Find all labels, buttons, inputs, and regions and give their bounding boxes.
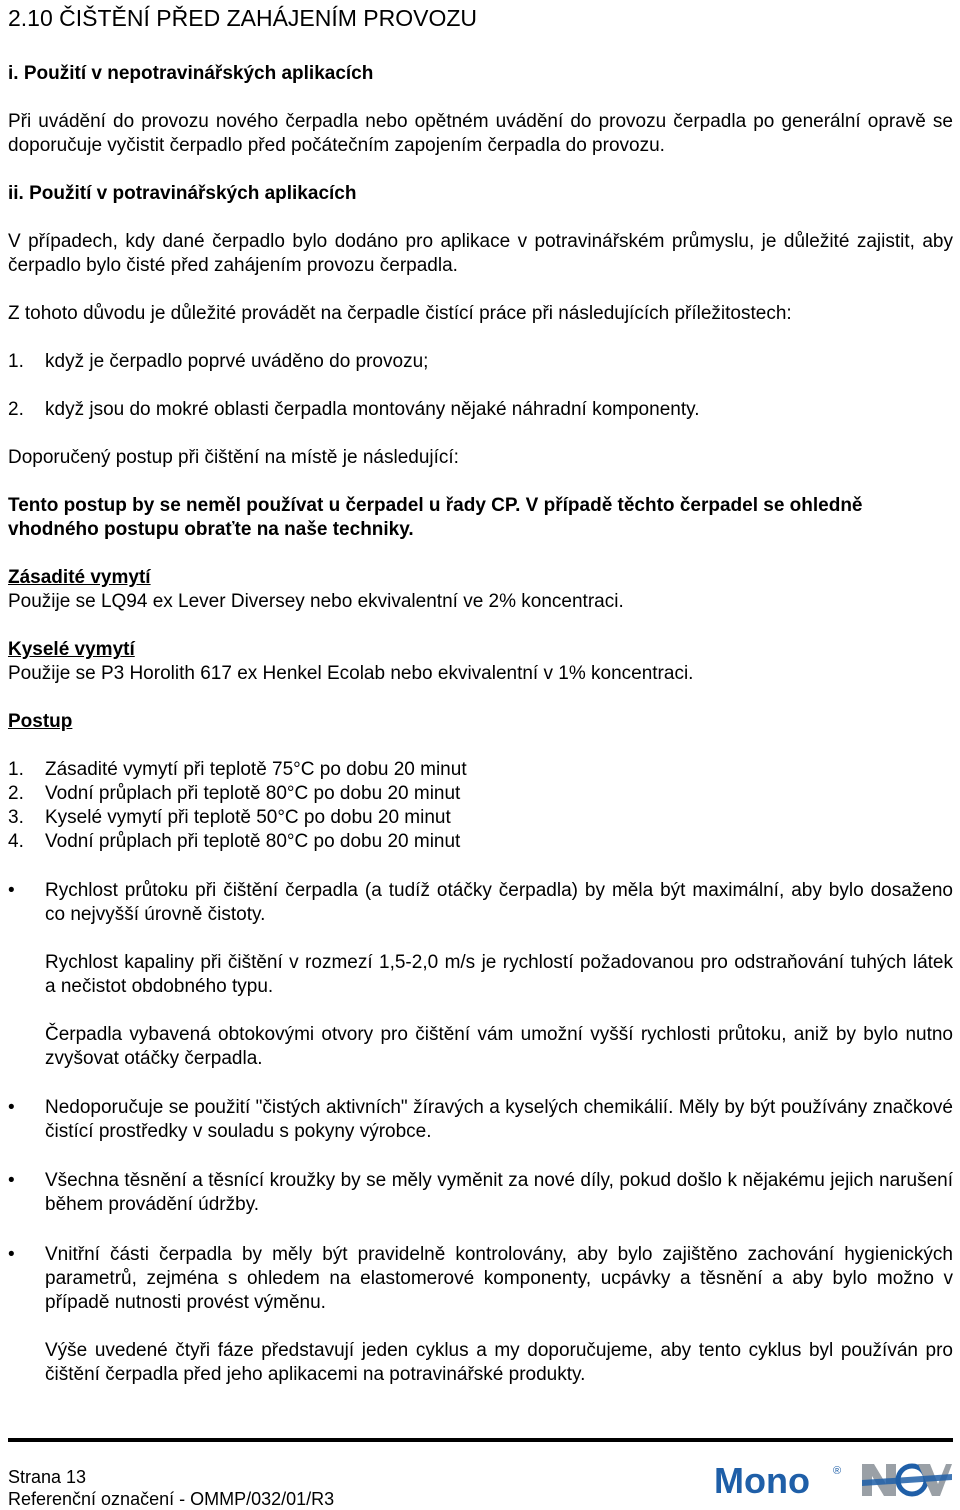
mono-nov-logo-icon bbox=[712, 1460, 952, 1500]
step-number: 2. bbox=[8, 783, 24, 804]
paragraph-occasions: Z tohoto důvodu je důležité provádět na čerpadle čistící práce při následujících příležitostech: bbox=[8, 303, 792, 324]
bullet-icon: • bbox=[8, 1097, 15, 1118]
bullet-icon: • bbox=[8, 1170, 15, 1191]
section-heading-non-food: i. Použití v nepotravinářských aplikacích bbox=[8, 63, 374, 84]
section-heading-food: ii. Použití v potravinářských aplikacích bbox=[8, 183, 357, 204]
step-number: 3. bbox=[8, 807, 24, 828]
step-text: Vodní průplach při teplotě 80°C po dobu 20 minut bbox=[45, 831, 461, 852]
bullet-continuation: Výše uvedené čtyři fáze představují jeden cyklus a my doporučujeme, aby tento cyklus byl používán pro čištění čerpadla před jeho aplikacemi na potravinářské produkty. bbox=[45, 1340, 953, 1385]
bullet-text: Vnitřní části čerpadla by měly být pravidelně kontrolovány, aby bylo zajištěno zachování hygienických parametrů, zejména s ohledem na elastomerové komponenty, ucpávky a těsnění a aby bylo možno v případě nutnosti provést výměnu. bbox=[45, 1244, 953, 1313]
paragraph-non-food: Při uvádění do provozu nového čerpadla nebo opětném uvádění do provozu čerpadla po generální opravě se doporučuje vyčistit čerpadlo před počátečním zapojením čerpadla do provozu. bbox=[8, 111, 953, 156]
step-text: Vodní průplach při teplotě 80°C po dobu 20 minut bbox=[45, 783, 461, 804]
footer-divider bbox=[8, 1438, 953, 1442]
bullet-icon: • bbox=[8, 1244, 15, 1265]
bullet-continuation: Rychlost kapaliny při čištění v rozmezí 1,5-2,0 m/s je rychlostí požadovanou pro odstraňování tuhých látek a nečistot obdobného typu. bbox=[45, 952, 953, 997]
nov-logo-icon bbox=[862, 1464, 952, 1496]
paragraph-procedure-intro: Doporučený postup při čištění na místě je následující: bbox=[8, 447, 459, 468]
acid-heading: Kyselé vymytí bbox=[8, 639, 135, 660]
bullet-text: Všechna těsnění a těsnící kroužky by se měly vyměnit za nové díly, pokud došlo k nějakému jejich narušení během provádění údržby. bbox=[45, 1170, 953, 1215]
logo-registered-mark: ® bbox=[833, 1465, 842, 1477]
procedure-heading: Postup bbox=[8, 711, 73, 732]
list-text: když jsou do mokré oblasti čerpadla montovány nějaké náhradní komponenty. bbox=[45, 399, 700, 420]
page-title: 2.10 ČIŠTĚNÍ PŘED ZAHÁJENÍM PROVOZU bbox=[8, 5, 478, 31]
logo-wordmark: Mono bbox=[714, 1460, 810, 1500]
bullet-text: Rychlost průtoku při čištění čerpadla (a tudíž otáčky čerpadla) by měla být maximální, aby bylo dosaženo co nejvyšší úrovně čistoty. bbox=[45, 880, 953, 925]
footer-page-number: Strana 13 bbox=[8, 1467, 87, 1487]
step-number: 1. bbox=[8, 759, 24, 780]
warning-note: Tento postup by se neměl používat u čerpadel u řady CP. V případě těchto čerpadel se ohledně vhodného postupu obraťte na naše techniky. bbox=[8, 495, 863, 540]
alkaline-text: Použije se LQ94 ex Lever Diversey nebo ekvivalentní ve 2% koncentraci. bbox=[8, 591, 624, 612]
paragraph-food-intro: V případech, kdy dané čerpadlo bylo dodáno pro aplikace v potravinářském průmyslu, je důležité zajistit, aby čerpadlo bylo čisté před zahájením provozu čerpadla. bbox=[8, 231, 953, 276]
acid-text: Použije se P3 Horolith 617 ex Henkel Ecolab nebo ekvivalentní v 1% koncentraci. bbox=[8, 663, 694, 684]
step-number: 4. bbox=[8, 831, 24, 852]
step-text: Kyselé vymytí při teplotě 50°C po dobu 20 minut bbox=[45, 807, 451, 828]
step-text: Zásadité vymytí při teplotě 75°C po dobu 20 minut bbox=[45, 759, 467, 780]
footer-reference: Referenční označení - OMMP/032/01/R3 bbox=[8, 1489, 335, 1509]
bullet-continuation: Čerpadla vybavená obtokovými otvory pro čištění vám umožní vyšší rychlosti průtoku, aniž by bylo nutno zvyšovat otáčky čerpadla. bbox=[45, 1024, 953, 1069]
list-number: 2. bbox=[8, 399, 24, 420]
alkaline-heading: Zásadité vymytí bbox=[8, 567, 151, 588]
list-text: když je čerpadlo poprvé uváděno do provozu; bbox=[45, 351, 429, 372]
list-number: 1. bbox=[8, 351, 24, 372]
bullet-text: Nedoporučuje se použití "čistých aktivních" žíravých a kyselých chemikálií. Měly by být používány značkové čistící prostředky v souladu s pokyny výrobce. bbox=[45, 1097, 953, 1142]
bullet-icon: • bbox=[8, 880, 15, 901]
